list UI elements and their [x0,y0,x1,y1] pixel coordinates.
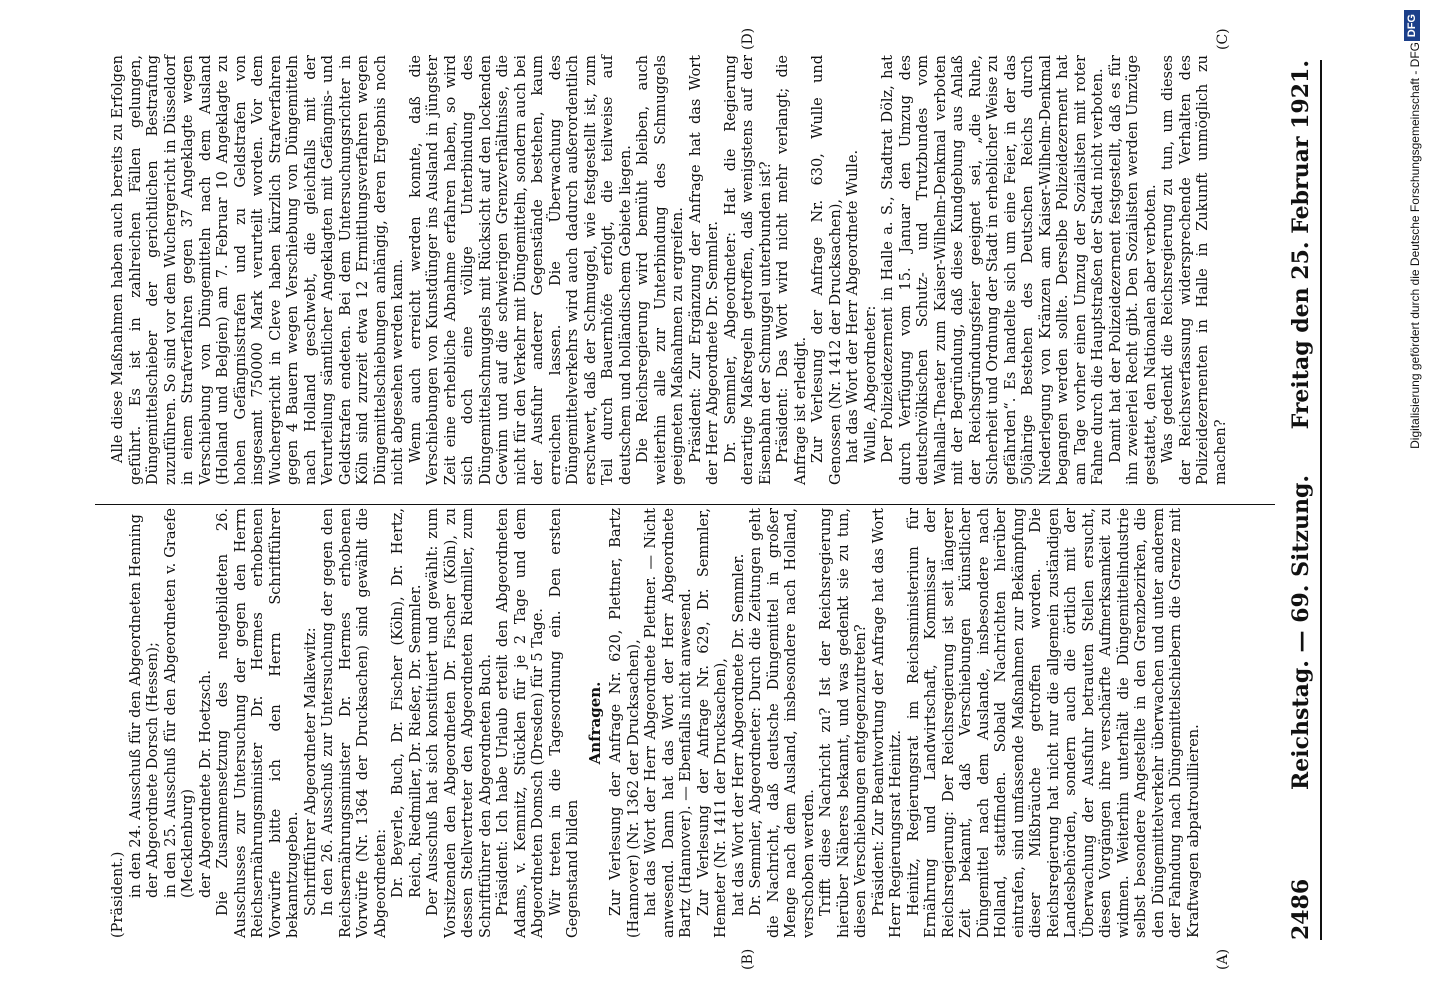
margin-marker-b: (B) [740,948,756,970]
page-header [1280,60,1322,940]
dfg-logo: DFG [1404,10,1420,41]
paragraph: Anfragen. [585,681,604,765]
margin-marker-d: (D) [740,27,756,50]
paragraph: in den 24. Ausschuß für den Abgeordneten Henning [127,514,144,898]
paragraph: Damit hat der Polizeidezernent festgestellt, daß es für ihn zweierlei Recht gibt. Den Sozialisten werden Umzüge gestattet, den Nationalen aber verboten. [1107,55,1159,485]
paragraph: Präsident: Das Wort wird nicht mehr verlangt; die Anfrage ist erledigt. [775,55,809,485]
paragraph: Präsident: Zur Ergänzung der Anfrage hat das Wort der Herr Abgeordnete Dr. Semmler. [687,55,721,485]
paragraph: Zur Verlesung der Anfrage Nr. 620, Plettner, Bartz (Hannover) (Nr. 1362 der Drucksachen), [608,508,642,938]
paragraph: Die Zusammensetzung des neugebildeten 26. Ausschusses zur Untersuchung der gegen den Herrn Reichsernährungsminister Dr. Hermes erhobenen Vorwürfe bitte ich den Herrn Schriftführer bekanntzugeben. [215,508,301,938]
paragraph: Der Ausschuß hat sich konstituiert und gewählt: zum Vorsitzenden den Abgeordneten Dr. Fischer (Köln), zu dessen Stellvertreter den Abgeordneten Riedmiller, zum Schriftführer den Abgeordneten Buch. [425,508,494,938]
digitization-footer [1404,10,1434,990]
paragraph: (Präsident.) [110,851,126,938]
paragraph: Der Polizeidezernent in Halle a. S., Stadtrat Dölz, hat durch Verfügung vom 15. Januar den Umzug des deutschvölkischen Schutz- und Trutzbundes vom Walhalla-Theater zum Kaiser-Wilhelm-Denkmal verboten mit der Begründung, daß diese Kundgebung aus Anlaß der Reichsgründungsfeier geeignet sei, „die Ruhe, Sicherheit und Ordnung der Stadt in erheblicher Weise zu gefährden“. Es handelte sich um eine Feier, in der das 50jährige Bestehen des Deutschen Reichs durch Niederlegung von Kränzen am Kaiser-Wilhelm-Denkmal begangen werden sollte. Derselbe Polizeidezernent hat am Tage vorher einen Umzug der Sozialisten mit roter Fahne durch die Hauptstraßen der Stadt nicht verboten. [880,55,1106,485]
paragraph: Zur Verlesung der Anfrage Nr. 630, Wulle und Genossen (Nr. 1412 der Drucksachen), [810,55,844,485]
paragraph: Dr. Beyerle, Buch, Dr. Fischer (Köln), Dr. Hertz, Reich, Riedmiller, Dr. Rießer, Dr. Semmler. [390,508,424,898]
paragraph: hat das Wort der Herr Abgeordnete Dr. Semmler. [730,553,747,916]
paragraph: der Abgeordnete Dorsch (Hessen); [145,642,161,898]
paragraph: Dr. Semmler, Abgeordneter: Durch die Zeitungen geht die Nachricht, daß deutsche Düngemittel in großer Menge nach dem Ausland, insbesondere nach Holland, verschoben werden. [748,508,817,938]
paragraph: Präsident: Zur Beantwortung der Anfrage hat das Wort Herr Regierungsrat Heinitz. [870,508,904,938]
margin-marker-a: (A) [1215,948,1231,970]
paragraph: Die Reichsregierung wird bemüht bleiben, auch weiterhin alle zur Unterbindung des Schmuggels geeigneten Maßnahmen zu ergreifen. [635,55,686,485]
paragraph: Alle diese Maßnahmen haben auch bereits zu Erfolgen geführt. Es ist in zahlreichen Fällen gelungen, Düngemittelschieber der gerichtlichen Bestrafung zuzuführen. So sind vor dem Wuchergericht in Düsseldorf in einem Strafverfahren gegen 37 Angeklagte wegen Verschiebung von Düngemitteln nach dem Ausland (Holland und Belgien) am 7. Februar 10 Angeklagte zu hohen Gefängnisstrafen und zu Geldstrafen von insgesamt 750000 Mark verurteilt worden. Vor dem Wuchergericht in Cleve haben kürzlich Strafverfahren gegen 4 Bauern wegen Verschiebung von Düngemitteln nach Holland geschwebt, die gleichfalls mit der Verurteilung sämtlicher Angeklagten mit Gefängnis- und Geldstrafen endeten. Bei dem Untersuchungsrichter in Köln sind zurzeit etwa 12 Ermittlungsverfahren wegen Düngemittelschiebungen anhängig, deren Ergebnis noch nicht abgesehen werden kann. [110,55,406,485]
column-divider [95,504,1275,505]
left-column [110,508,1203,938]
paragraph: Wir treten in die Tagesordnung ein. Den ersten Gegenstand bilden [547,508,581,938]
digitization-note: Digitalisierung gefördert durch die Deutsche Forschungsgemeinschaft - DFG [1408,42,1422,449]
paragraph: hat das Wort der Herr Abgeordnete Plettner. — Nicht anwesend. Dann hat das Wort der Herr Abgeordnete Bartz (Hannover). — Ebenfalls nicht anwesend. [643,508,694,938]
right-column [110,55,1230,485]
paragraph: Zur Verlesung der Anfrage Nr. 629, Dr. Semmler, Hemeter (Nr. 1411 der Drucksachen), [695,508,729,938]
paragraph: Dr. Semmler, Abgeordneter: Hat die Regierung derartige Maßregeln getroffen, daß wenigstens auf der Eisenbahn der Schmuggel unterbunden ist? [722,55,774,485]
session-date: Freitag den 25. Februar 1921. [1288,60,1314,430]
paragraph: Trifft diese Nachricht zu? Ist der Reichsregierung hierüber Näheres bekannt, und was gedenkt sie zu tun, diesen Verschiebungen entgegenzutreten? [818,508,869,938]
paragraph: hat das Wort der Herr Abgeordnete Wulle. [845,149,861,463]
paragraph: Präsident: Ich habe Urlaub erteilt den Abgeordneten Adams, v. Kemnitz, Stücklen für je 2 Tage und dem Abgeordneten Domsch (Dresden) für 5 Tage. [495,508,546,938]
paragraph: in den 25. Ausschuß für den Abgeordneten v. Graefe (Mecklenburg) [162,508,196,898]
paragraph: Wulle, Abgeordneter: [862,305,879,463]
page-number: 2486 [1288,878,1314,940]
paragraph: Schriftführer Abgeordneter Malkewitz: [302,627,319,916]
paragraph: Was gedenkt die Reichsregierung zu tun, um dieses der Reichsverfassung widersprechende Verhalten des Polizeidezernenten in Halle in Zukunft unmöglich zu machen? [1160,55,1229,485]
session-title: Reichstag. — 69. Sitzung. [1288,474,1314,790]
margin-marker-c: (C) [1215,28,1231,50]
paragraph: Heinitz, Regierungsrat im Reichsministerium für Ernährung und Landwirtschaft, Kommissar der Reichsregierung: Der Reichsregierung ist seit längerer Zeit bekannt, daß Verschiebungen künstlicher Düngemittel nach dem Auslande, insbesondere nach Holland, stattfinden. Sobald Nachrichten hierüber eintrafen, sind umfassende Maßnahmen zur Bekämpfung dieser Mißbräuche getroffen worden. Die Reichsregierung hat nicht nur die allgemein zuständigen Landesbehörden, sondern auch die örtlich mit der Überwachung der Ausfuhr betrauten Stellen ersucht, diesen Vorgängen ihre verschärfte Aufmerksamkeit zu widmen. Weiterhin unterhält die Düngemittelindustrie selbst besondere Angestellte in den Grenzbezirken, die den Düngemittelverkehr überwachen und unter anderem der Fahndung nach Düngemittelschiebern die Grenze mit Kraftwagen abpatrouillieren. [905,508,1202,938]
paragraph: der Abgeordnete Dr. Hoetzsch. [197,669,214,898]
paragraph: Wenn auch erreicht werden konnte, daß die Verschiebungen von Kunstdünger ins Ausland in jüngster Zeit eine erhebliche Abnahme erfahren haben, so wird sich doch eine völlige Unterbindung des Düngemittelschmuggels mit Rücksicht auf den lockenden Gewinn und auf die schwierigen Grenzverhältnisse, die nicht für den Verkehr mit Düngemitteln, sondern auch bei der Ausfuhr anderer Gegenstände bestehen, kaum erreichen lassen. Die Überwachung des Düngemittelverkehrs wird auch dadurch außerordentlich erschwert, daß der Schmuggel, wie festgestellt ist, zum Teil durch Bauernhöfe erfolgt, die teilweise auf deutschem und holländischem Gebiete liegen. [407,55,634,485]
paragraph: In den 26. Ausschuß zur Untersuchung der gegen den Reichsernährungsminister Dr. Hermes erhobenen Vorwürfe (Nr. 1364 der Drucksachen) sind gewählt die Abgeordneten: [320,508,389,938]
